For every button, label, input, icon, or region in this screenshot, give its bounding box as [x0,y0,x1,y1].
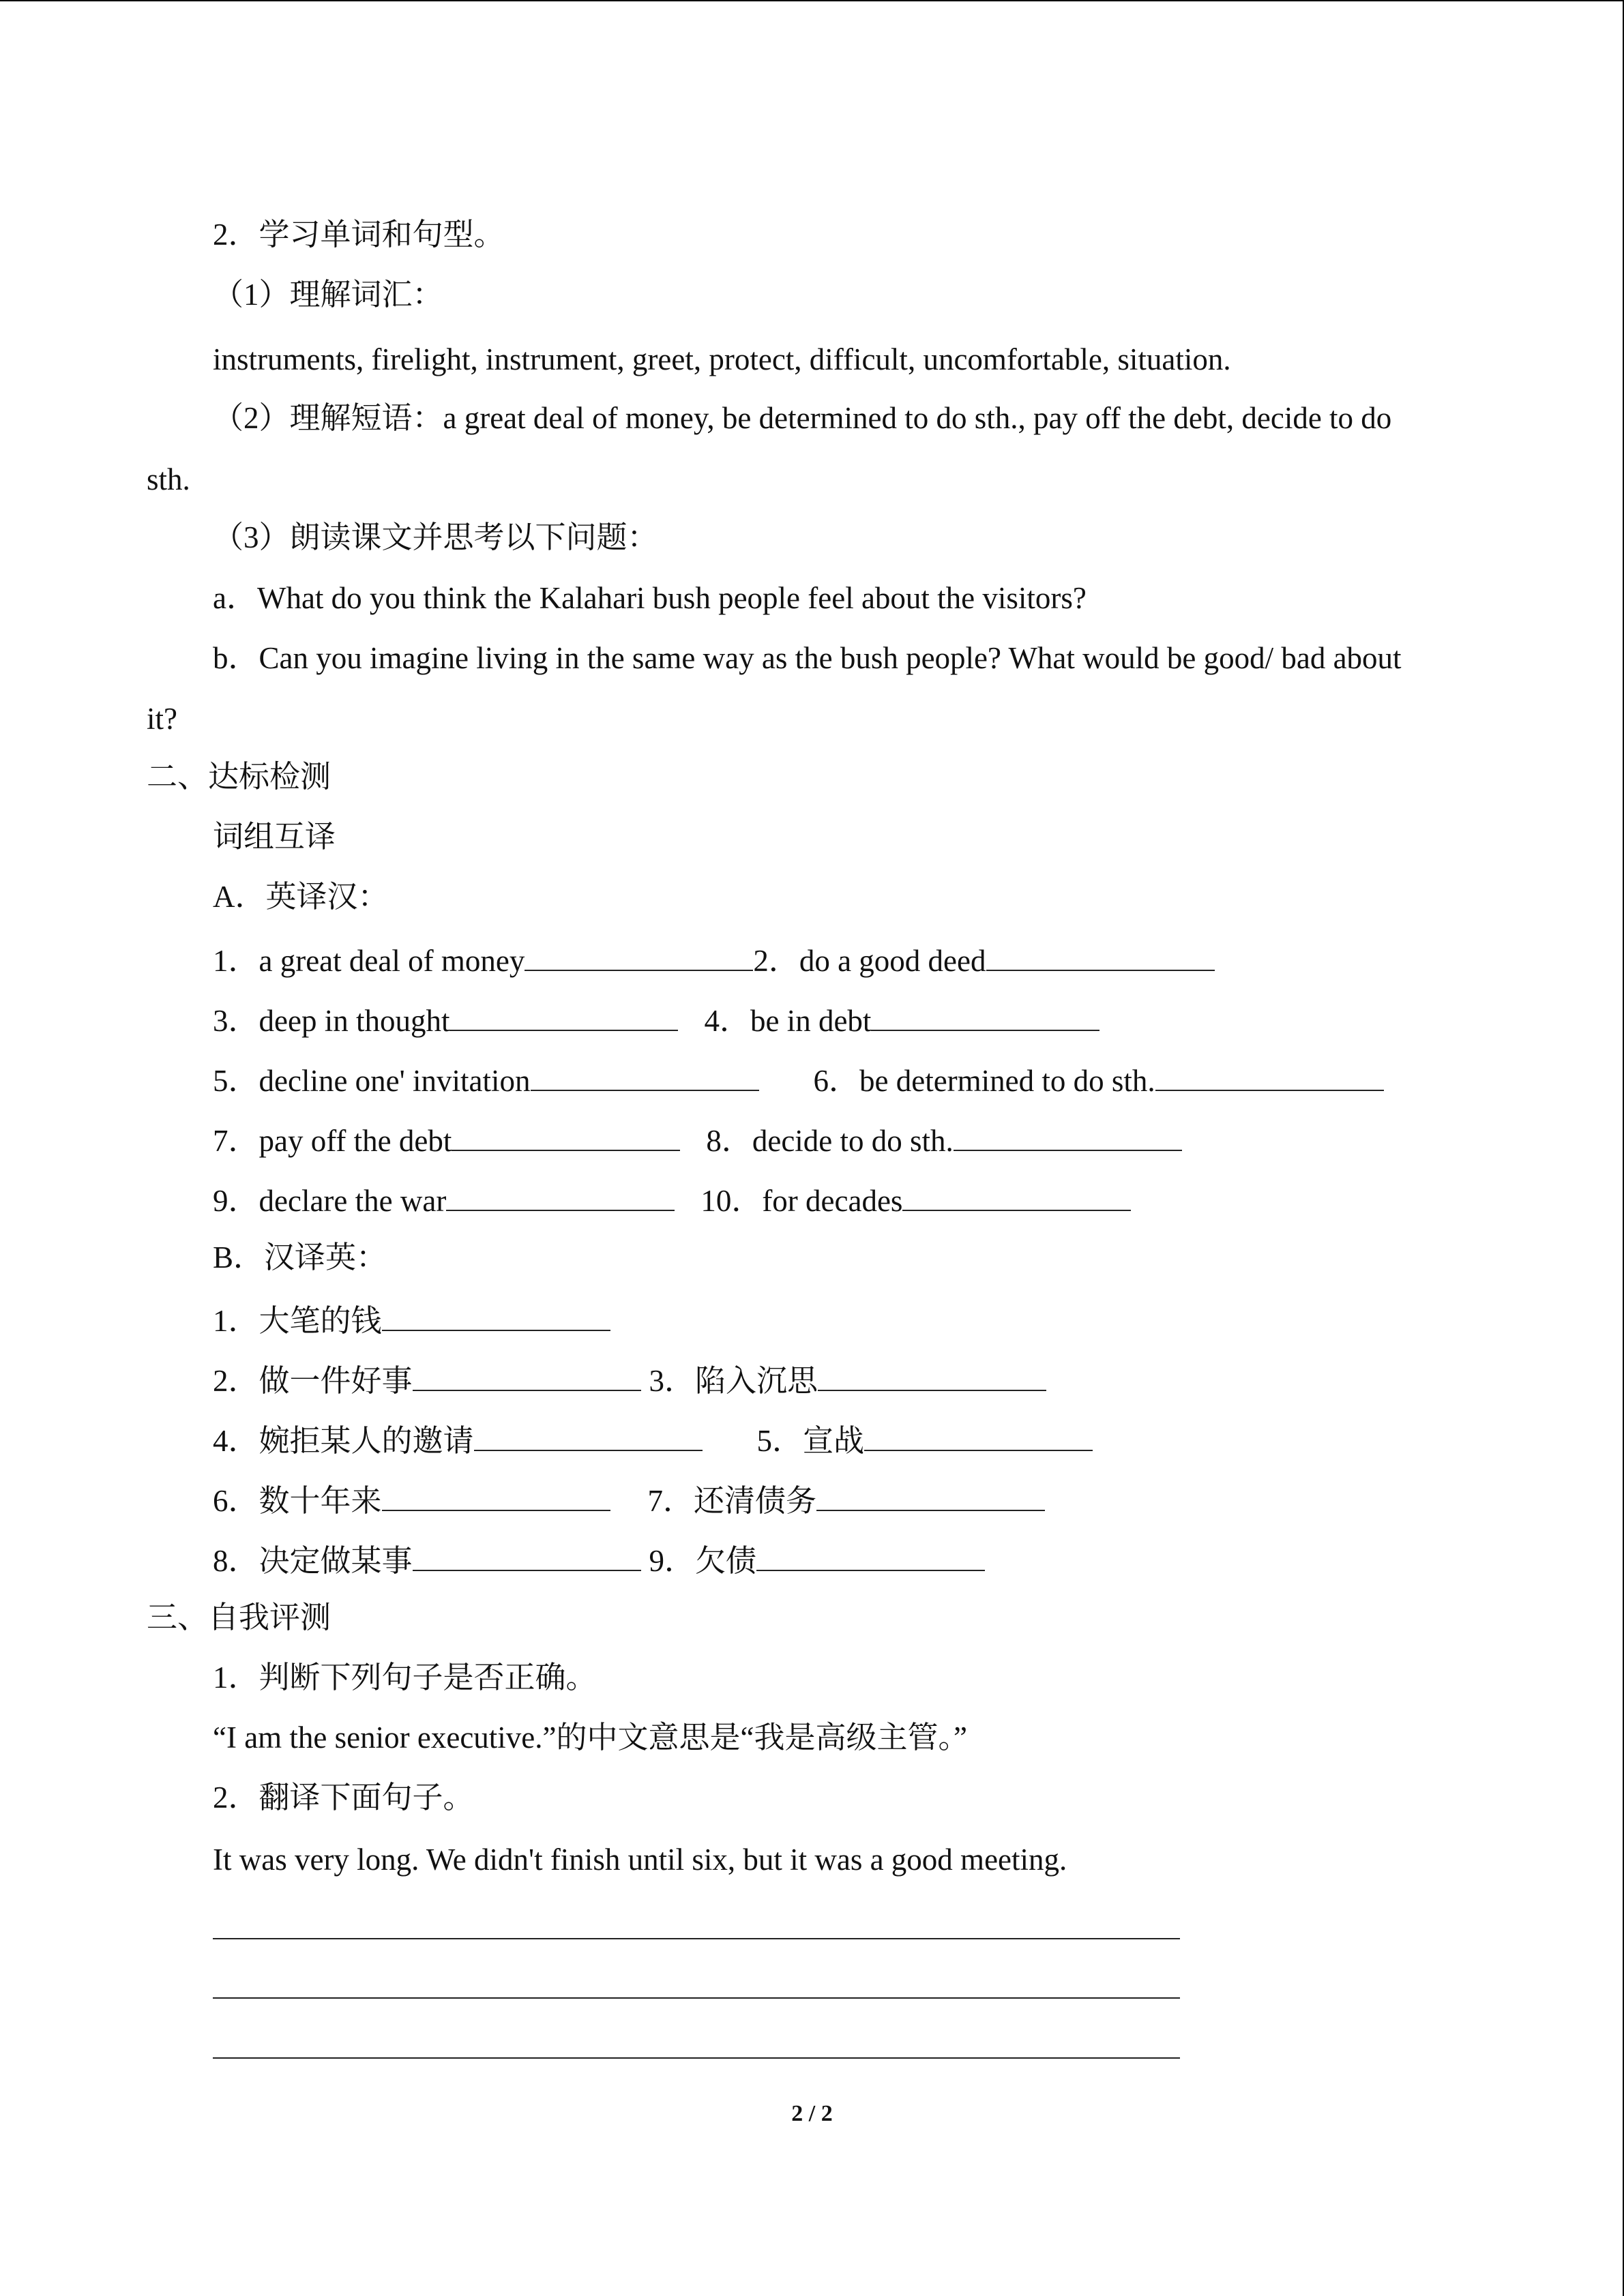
a-blank-10[interactable] [902,1182,1131,1211]
b-blank-4[interactable] [474,1422,703,1451]
a-blank-3[interactable] [449,1002,678,1031]
answer-line-2[interactable] [213,1997,1180,1999]
a-blank-5[interactable] [531,1062,759,1091]
question-b-line-2: it? [147,702,177,736]
phrase-line-2: sth. [147,462,190,496]
vocab-label: （1）理解词汇： [213,278,443,312]
b-blank-2[interactable] [413,1362,641,1391]
b-item-1: 1．大笔的钱 [213,1304,382,1338]
b-row-2 [213,1362,1046,1397]
b-row-3 [213,1422,1093,1457]
item-2-heading: 2．学习单词和句型。 [213,218,505,252]
a-row-5 [213,1182,1131,1217]
b-blank-9[interactable] [756,1542,985,1571]
a-item-1: 1．a great deal of money [213,944,525,978]
a-item-8: 8．decide to do sth. [706,1124,954,1158]
self-test-q1: 1．判断下列句子是否正确。 [213,1660,597,1695]
b-row-1 [213,1302,610,1337]
b-item-5: 5．宣战 [756,1424,865,1458]
self-test-q2: 2．翻译下面句子。 [213,1780,474,1815]
part-a-label: A．英译汉： [213,880,389,914]
self-test-q1-sentence: “I am the senior executive.”的中文意思是“我是高级主管。” [213,1720,967,1755]
a-row-3 [213,1062,1384,1097]
b-blank-7[interactable] [816,1482,1045,1511]
answer-line-3[interactable] [213,2057,1180,2059]
question-a: a．What do you think the Kalahari bush people feel about the visitors? [213,581,1087,615]
b-item-8: 8．决定做某事 [213,1544,413,1578]
a-item-2: 2．do a good deed [753,944,986,978]
section-2-subheading: 词组互译 [213,820,336,854]
b-item-7: 7．还清债务 [647,1484,817,1518]
a-blank-4[interactable] [871,1002,1099,1031]
a-blank-1[interactable] [525,942,753,971]
part-b-label: B．汉译英： [213,1240,387,1274]
read-label: （3）朗读课文并思考以下问题： [213,520,658,554]
a-item-4: 4．be in debt [704,1004,872,1038]
a-item-5: 5．decline one' invitation [213,1064,531,1098]
b-blank-6[interactable] [382,1482,610,1511]
a-blank-8[interactable] [954,1122,1182,1151]
phrase-line-1: （2）理解短语：a great deal of money, be determined to do sth., pay off the debt, decide to do [213,401,1392,435]
b-item-2: 2．做一件好事 [213,1364,413,1398]
self-test-q2-sentence: It was very long. We didn't finish until six, but it was a good meeting. [213,1843,1067,1877]
b-item-4: 4．婉拒某人的邀请 [213,1424,474,1458]
a-item-9: 9．declare the war [213,1184,447,1218]
a-item-3: 3．deep in thought [213,1004,450,1038]
b-item-9: 9．欠债 [649,1544,757,1578]
a-blank-6[interactable] [1155,1062,1384,1091]
b-blank-8[interactable] [413,1542,641,1571]
b-blank-3[interactable] [818,1362,1046,1391]
section-3-heading: 三、自我评测 [147,1600,331,1635]
b-blank-5[interactable] [864,1422,1093,1451]
b-row-4 [213,1482,1045,1517]
vocab-list: instruments, firelight, instrument, greet, protect, difficult, uncomfortable, situation. [213,342,1231,376]
b-blank-1[interactable] [382,1302,610,1331]
answer-line-1[interactable] [213,1938,1180,1939]
a-row-2 [213,1002,1099,1037]
page-number: 2 / 2 [791,2101,833,2126]
a-row-1 [213,942,1215,976]
a-blank-9[interactable] [446,1182,675,1211]
b-item-3: 3．陷入沉思 [649,1364,818,1398]
b-row-5 [213,1542,985,1577]
a-item-10: 10．for decades [700,1184,903,1218]
b-item-6: 6．数十年来 [213,1484,382,1518]
a-item-7: 7．pay off the debt [213,1124,452,1158]
a-blank-2[interactable] [986,942,1215,971]
section-2-heading: 二、达标检测 [147,760,331,794]
a-row-4 [213,1122,1182,1157]
question-b-line-1: b．Can you imagine living in the same way as the bush people? What would be good/ bad about [213,641,1402,675]
a-blank-7[interactable] [452,1122,680,1151]
a-item-6: 6．be determined to do sth. [813,1064,1155,1098]
